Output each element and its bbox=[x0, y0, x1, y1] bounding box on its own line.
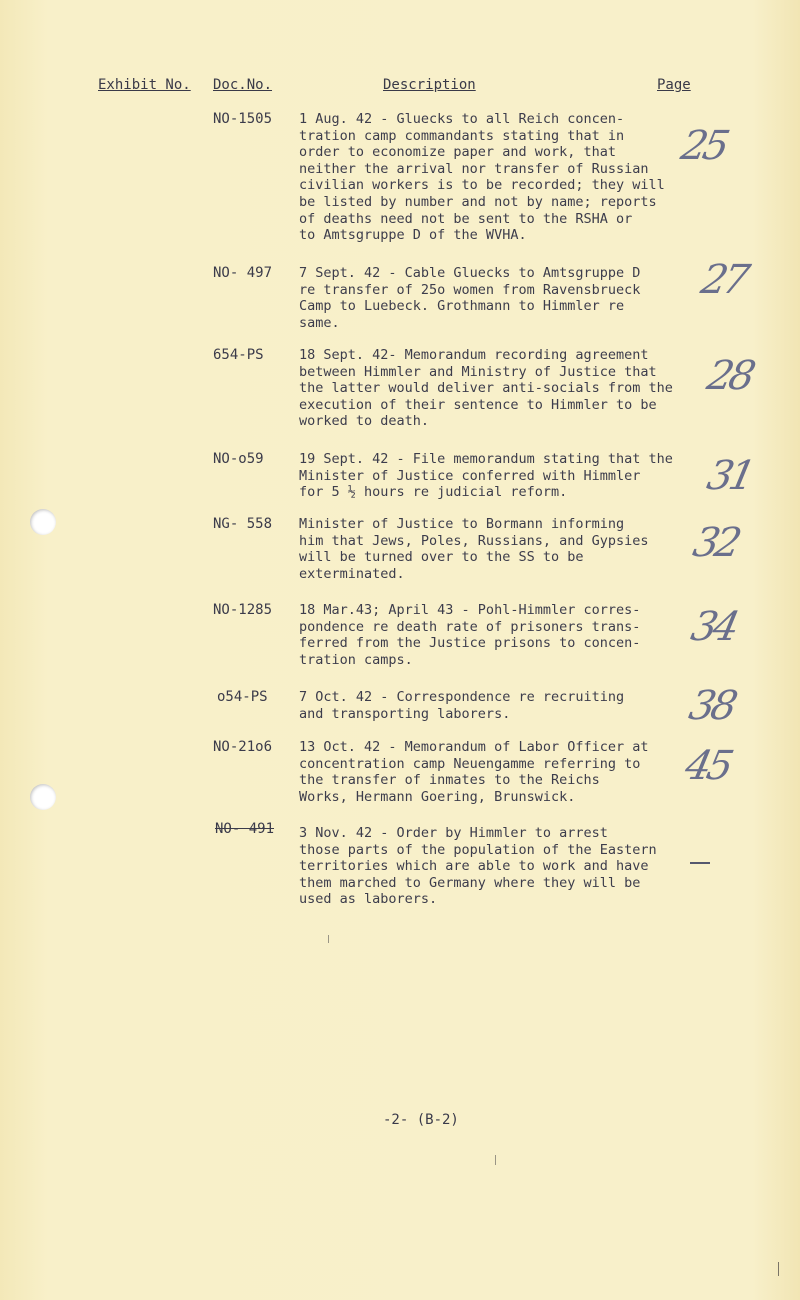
entry-description: Minister of Justice to Bormann informing him that Jews, Poles, Russians, and Gypsies will be turned over to the SS to be exterminated. bbox=[299, 516, 649, 582]
page-number-handwritten: 31 bbox=[703, 453, 756, 499]
punch-hole bbox=[30, 784, 56, 810]
punch-hole bbox=[30, 509, 56, 535]
doc-number: NO- 497 bbox=[213, 265, 273, 281]
doc-number-struck-out: NO- 491 bbox=[215, 821, 275, 837]
page-dash-mark bbox=[690, 862, 710, 864]
page-number-handwritten: 45 bbox=[681, 743, 734, 789]
entry-description: 3 Nov. 42 - Order by Himmler to arrest those parts of the population of the Eastern territories which are able to work and have them marched to Germany where they will be used as laborers. bbox=[299, 825, 657, 908]
doc-number: 654-PS bbox=[213, 347, 264, 363]
doc-number: NO-1285 bbox=[213, 602, 273, 618]
page-number-handwritten: 32 bbox=[689, 520, 742, 566]
page-number-handwritten: 25 bbox=[677, 123, 730, 169]
entry-description: 7 Sept. 42 - Cable Gluecks to Amtsgruppe D re transfer of 25o women from Ravensbrueck Camp to Luebeck. Grothmann to Himmler re same. bbox=[299, 265, 641, 331]
doc-number: NO-o59 bbox=[213, 451, 264, 467]
header-page: Page bbox=[657, 77, 691, 93]
doc-number: o54-PS bbox=[217, 689, 268, 705]
header-doc-no: Doc.No. bbox=[213, 77, 273, 93]
header-exhibit-no: Exhibit No. bbox=[98, 77, 191, 93]
entry-description: 18 Mar.43; April 43 - Pohl-Himmler corres- pondence re death rate of prisoners trans- ferred from the Justice prisons to concen- tration camps. bbox=[299, 602, 641, 668]
page-footer: -2- (B-2) bbox=[383, 1112, 459, 1128]
paper-speck bbox=[328, 935, 329, 943]
page-number-handwritten: 27 bbox=[697, 257, 750, 303]
entry-description: 18 Sept. 42- Memorandum recording agreement between Himmler and Ministry of Justice that the latter would deliver anti-socials from the execution of their sentence to Himmler to be worked to death. bbox=[299, 347, 673, 430]
doc-number: NG- 558 bbox=[213, 516, 273, 532]
paper-speck bbox=[495, 1155, 496, 1165]
doc-number: NO-1505 bbox=[213, 111, 273, 127]
entry-description: 13 Oct. 42 - Memorandum of Labor Officer at concentration camp Neuengamme referring to the transfer of inmates to the Reichs Works, Hermann Goering, Brunswick. bbox=[299, 739, 649, 805]
page-number-handwritten: 28 bbox=[703, 353, 756, 399]
entry-description: 1 Aug. 42 - Gluecks to all Reich concen- tration camp commandants stating that in order to economize paper and work, that neither the arrival nor transfer of Russian civilian workers is to be recorded; they will be listed by number and not by name; reports of deaths need not be sent to the RSHA or to Amtsgruppe D of the WVHA. bbox=[299, 111, 665, 244]
entry-description: 7 Oct. 42 - Correspondence re recruiting and transporting laborers. bbox=[299, 689, 625, 722]
paper-speck bbox=[778, 1262, 779, 1276]
doc-number: NO-21o6 bbox=[213, 739, 273, 755]
entry-description: 19 Sept. 42 - File memorandum stating that the Minister of Justice conferred with Himmler for 5 ½ hours re judicial reform. bbox=[299, 451, 673, 501]
page-number-handwritten: 34 bbox=[687, 604, 740, 650]
header-description: Description bbox=[383, 77, 476, 93]
page-number-handwritten: 38 bbox=[685, 683, 738, 729]
